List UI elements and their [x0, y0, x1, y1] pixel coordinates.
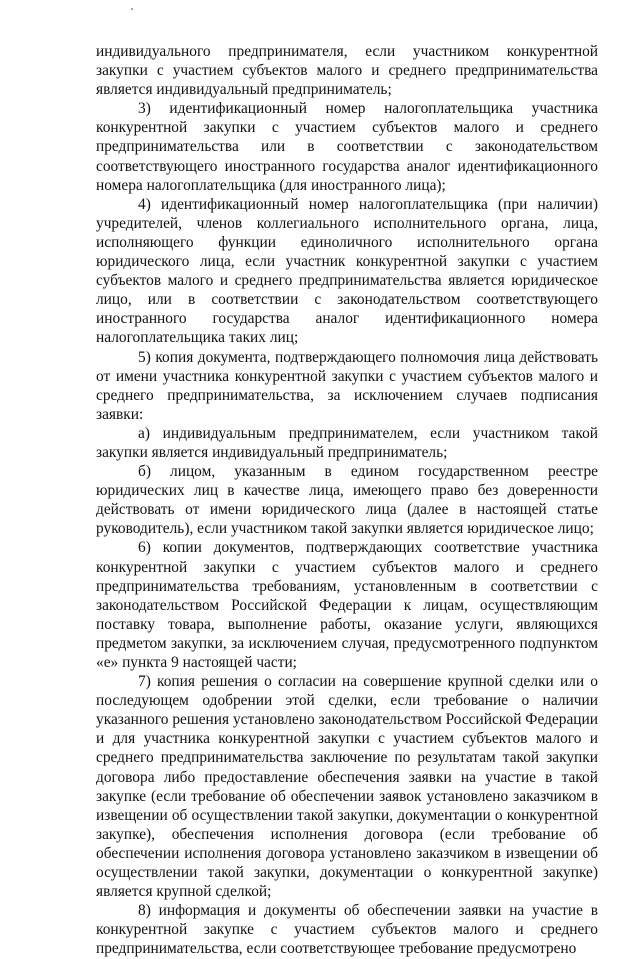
paragraph-subitem-a: а) индивидуальным предпринимателем, если участником такой закупки является индивидуальный предприниматель;: [96, 424, 598, 461]
document-page: [96, 42, 598, 959]
paragraph-subitem-b: б) лицом, указанным в едином государственном реестре юридических лиц в качестве лица, имеющего право без доверенности действовать от имени юридического лица (далее в настоящей статье руководитель), если участником такой закупки является юридическое лицо;: [96, 463, 598, 538]
paragraph-item-7: 7) копия решения о согласии на совершение крупной сделки или о последующем одобрении этой сделки, если требование о наличии указанного решения установлено законодательством Российской Федерации и для участника конкурентной закупки с участием субъектов малого и среднего предпринимательства заключение по результатам такой закупки договора либо предоставление обеспечения заявки на участие в такой закупке (если требование об обеспечении заявок установлено заказчиком в извещении об осуществлении такой закупки, документации о конкурентной закупке), обеспечения исполнения договора (если требование об обеспечении исполнения договора установлено заказчиком в извещении об осуществлении такой закупки, документации о конкурентной закупке) является крупной сделкой;: [96, 673, 598, 901]
paragraph-item-5: 5) копия документа, подтверждающего полномочия лица действовать от имени участника конкурентной закупки с участием субъектов малого и среднего предпринимательства, за исключением случаев подписания заявки:: [96, 348, 598, 423]
scan-speck: [131, 8, 133, 10]
paragraph-continuation: индивидуального предпринимателя, если участником конкурентной закупки с участием субъектов малого и среднего предпринимательства является индивидуальный предприниматель;: [96, 43, 598, 99]
paragraph-item-3: 3) идентификационный номер налогоплательщика участника конкурентной закупки с участием субъектов малого и среднего предпринимательства или в соответствии с законодательством соответствующего иностранного государства аналог идентификационного номера налогоплательщика (для иностранного лица);: [96, 100, 598, 194]
paragraph-item-4: 4) идентификационный номер налогоплательщика (при наличии) учредителей, членов коллегиального исполнительного органа, лица, исполняющего функции единоличного исполнительного органа юридического лица, если участник конкурентной закупки с участием субъектов малого и среднего предпринимательства является юридическое лицо, или в соответствии с законодательством соответствующего иностранного государства аналог идентификационного номера налогоплательщика таких лиц;: [96, 195, 598, 347]
paragraph-item-6: 6) копии документов, подтверждающих соответствие участника конкурентной закупки с участием субъектов малого и среднего предпринимательства требованиям, установленным в соответствии с законодательством Российской Федерации к лицам, осуществляющим поставку товара, выполнение работы, оказание услуги, являющихся предметом закупки, за исключением случая, предусмотренного подпунктом «е» пункта 9 настоящей части;: [96, 539, 598, 671]
paragraph-item-8: 8) информация и документы об обеспечении заявки на участие в конкурентной закупке с участием субъектов малого и среднего предпринимательства, если соответствующее требование предусмотрено: [96, 902, 598, 958]
